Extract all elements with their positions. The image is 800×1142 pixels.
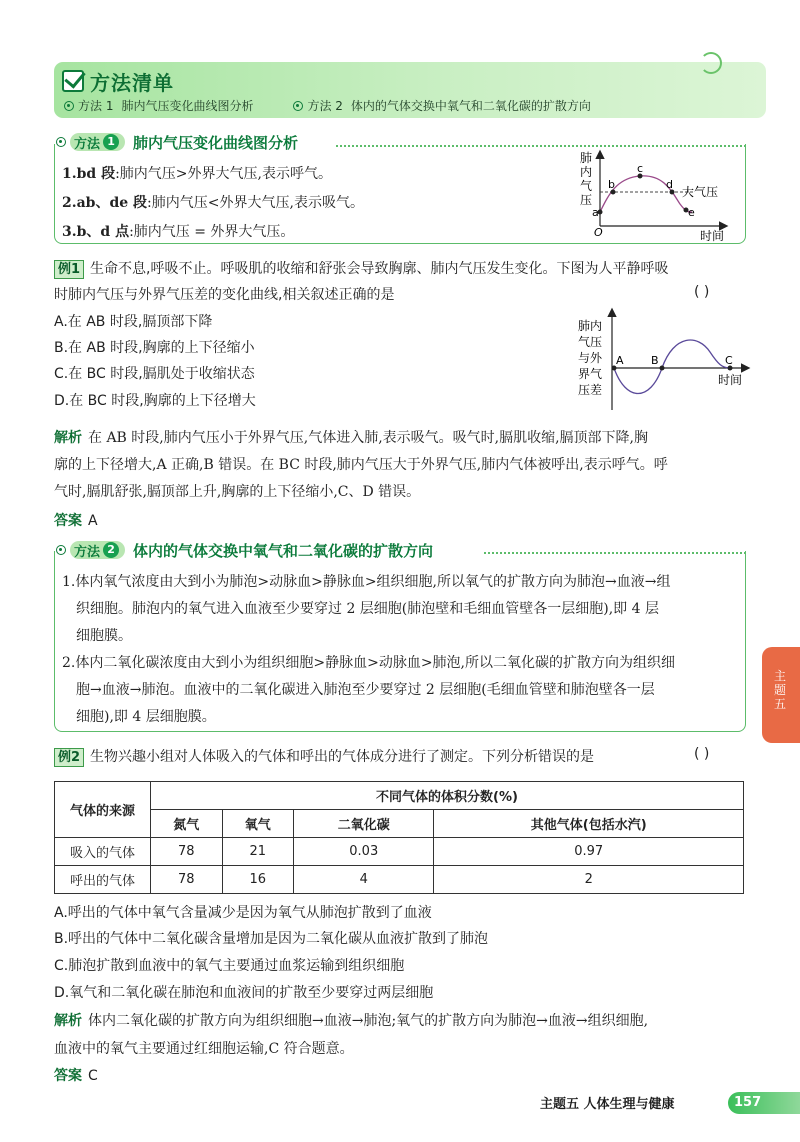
table-col-oxygen: 氧气 bbox=[222, 810, 294, 838]
theme-side-tab: 主题五 bbox=[762, 647, 800, 743]
example1-analysis-line-2: 廓的上下径增大,A 正确,B 错误。在 BC 时段,肺内气压大于外界气压,肺内气体被呼出,表示呼气。呼 bbox=[54, 457, 668, 473]
graph2-point-b bbox=[660, 366, 665, 371]
graph1-x-label: 时间 bbox=[700, 229, 725, 242]
example2-label: 例2 bbox=[54, 748, 84, 767]
table-row bbox=[55, 838, 744, 866]
graph1-origin-label: O bbox=[594, 226, 603, 239]
method2-line-3: 细胞膜。 bbox=[76, 628, 132, 644]
example1-option-c: C.在 BC 时段,膈肌处于收缩状态 bbox=[54, 366, 255, 382]
method1-title: 肺内气压变化曲线图分析 bbox=[133, 133, 299, 152]
table-row-header: 气体的来源 bbox=[55, 782, 151, 838]
table-column-row bbox=[55, 810, 744, 838]
example2-answer-paren: ( ) bbox=[694, 746, 710, 762]
checkbox-icon bbox=[62, 70, 84, 92]
example2-option-c: C.肺泡扩散到血液中的氧气主要通过血浆运输到组织细胞 bbox=[54, 958, 405, 974]
example2-answer-label: 答案 bbox=[54, 1068, 82, 1084]
lung-pressure-graph bbox=[576, 146, 736, 242]
banner-method-list bbox=[64, 97, 631, 114]
example1-option-d: D.在 BC 时段,胸廓的上下径增大 bbox=[54, 393, 256, 409]
table-col-co2: 二氧化碳 bbox=[294, 810, 434, 838]
method1-line-3: 3.b、d 点:肺内气压 = 外界大气压。 bbox=[62, 224, 295, 240]
graph1-y-label-4: 压 bbox=[580, 193, 593, 207]
table-cell: 4 bbox=[294, 866, 434, 894]
table-cell: 21 bbox=[222, 838, 294, 866]
graph1-label-a: a bbox=[592, 206, 599, 219]
method1-line-2: 2.ab、de 段:肺内气压<外界大气压,表示吸气。 bbox=[62, 195, 364, 211]
graph2-y-label-1: 肺内 bbox=[578, 319, 603, 333]
table-row bbox=[55, 866, 744, 894]
method2-line-2: 织细胞。肺泡内的氧气进入血液至少要穿过 2 层细胞(肺泡壁和毛细血管壁各一层细胞),即 4 层 bbox=[76, 601, 659, 617]
graph2-y-label-4: 界气 bbox=[578, 367, 603, 381]
example1-answer-paren: ( ) bbox=[694, 284, 710, 300]
example2-analysis-line-1: 解析 体内二氧化碳的扩散方向为组织细胞→血液→肺泡;氧气的扩散方向为肺泡→血液→组织细胞, bbox=[54, 1013, 649, 1029]
gas-composition-table bbox=[54, 781, 744, 894]
table-cell: 2 bbox=[434, 866, 744, 894]
example2-option-a: A.呼出的气体中氧气含量减少是因为氧气从肺泡扩散到了血液 bbox=[54, 905, 432, 921]
graph1-y-label-3: 气 bbox=[580, 179, 593, 193]
example1-option-a: A.在 AB 时段,膈顶部下降 bbox=[54, 314, 213, 330]
graph1-y-label-2: 内 bbox=[580, 165, 593, 179]
graph2-x-label: 时间 bbox=[718, 373, 743, 387]
method2-line-1: 1.体内氧气浓度由大到小为肺泡>动脉血>静脉血>组织细胞,所以氧气的扩散方向为肺泡→血液→组 bbox=[62, 574, 671, 590]
example1-label: 例1 bbox=[54, 260, 84, 279]
table-cell: 0.03 bbox=[294, 838, 434, 866]
graph2-y-label-3: 与外 bbox=[578, 351, 603, 365]
method2-pill: 方法 2 bbox=[70, 541, 125, 559]
table-header-row bbox=[55, 782, 744, 810]
table-cell: 吸入的气体 bbox=[55, 838, 151, 866]
example2-option-b: B.呼出的气体中二氧化碳含量增加是因为二氧化碳从血液扩散到了肺泡 bbox=[54, 931, 489, 947]
example1-question-line-2: 时肺内气压与外界气压差的变化曲线,相关叙述正确的是 bbox=[54, 287, 395, 303]
graph2-y-label-2: 气压 bbox=[578, 335, 603, 349]
example1-question-line-1: 例1 生命不息,呼吸不止。呼吸肌的收缩和舒张会导致胸廓、肺内气压发生变化。下图为人平静呼吸 bbox=[54, 258, 669, 279]
method2-line-4: 2.体内二氧化碳浓度由大到小为组织细胞>静脉血>动脉血>肺泡,所以二氧化碳的扩散方向为组织细 bbox=[62, 655, 675, 671]
example1-analysis-line-3: 气时,膈肌舒张,膈顶部上升,胸廓的上下径缩小,C、D 错误。 bbox=[54, 484, 421, 500]
method2-line-6: 细胞),即 4 层细胞膜。 bbox=[76, 709, 216, 725]
example2-analysis-label: 解析 bbox=[54, 1013, 82, 1029]
graph2-label-c: C bbox=[725, 354, 733, 367]
table-col-nitrogen: 氮气 bbox=[151, 810, 223, 838]
table-col-other: 其他气体(包括水汽) bbox=[434, 810, 744, 838]
example1-analysis-label: 解析 bbox=[54, 430, 82, 446]
table-group-header: 不同气体的体积分数(%) bbox=[151, 782, 744, 810]
table-cell: 16 bbox=[222, 866, 294, 894]
swirl-decoration-icon bbox=[700, 52, 722, 74]
table-cell: 78 bbox=[151, 866, 223, 894]
example2-analysis-line-2: 血液中的氧气主要通过红细胞运输,C 符合题意。 bbox=[54, 1041, 354, 1057]
footer-title: 主题五 人体生理与健康 bbox=[540, 1097, 675, 1112]
pressure-difference-graph bbox=[576, 306, 752, 414]
banner-title: 方法清单 bbox=[90, 70, 174, 95]
bullet-icon bbox=[64, 101, 74, 111]
bullet-icon bbox=[293, 101, 303, 111]
graph1-atmospheric-label: 大气压 bbox=[682, 185, 719, 199]
example2-answer: 答案 C bbox=[54, 1068, 98, 1084]
example1-answer: 答案 A bbox=[54, 513, 98, 529]
example1-option-b: B.在 AB 时段,胸廓的上下径缩小 bbox=[54, 340, 255, 356]
page-number: 157 bbox=[734, 1095, 762, 1110]
table-cell: 0.97 bbox=[434, 838, 744, 866]
graph1-label-c: c bbox=[637, 162, 644, 175]
graph1-y-label-1: 肺 bbox=[580, 151, 593, 165]
method2-title: 体内的气体交换中氧气和二氧化碳的扩散方向 bbox=[133, 541, 434, 560]
banner-method-2: 方法 2 体内的气体交换中氧气和二氧化碳的扩散方向 bbox=[293, 97, 590, 114]
graph2-y-label-5: 压差 bbox=[578, 383, 603, 397]
graph2-label-a: A bbox=[616, 354, 624, 367]
graph1-label-e: e bbox=[688, 206, 695, 219]
graph2-label-b: B bbox=[651, 354, 659, 367]
method1-line-1: 1.bd 段:肺内气压>外界大气压,表示呼气。 bbox=[62, 166, 332, 182]
method1-pill: 方法 1 bbox=[70, 133, 125, 151]
graph1-label-d: d bbox=[666, 178, 673, 191]
table-cell: 78 bbox=[151, 838, 223, 866]
example2-question: 例2 生物兴趣小组对人体吸入的气体和呼出的气体成分进行了测定。下列分析错误的是 bbox=[54, 746, 594, 767]
banner-title-row bbox=[62, 68, 174, 94]
example1-answer-label: 答案 bbox=[54, 513, 82, 529]
banner-method-1: 方法 1 肺内气压变化曲线图分析 bbox=[64, 97, 253, 114]
graph1-label-b: b bbox=[608, 178, 615, 191]
method2-line-5: 胞→血液→肺泡。血液中的二氧化碳进入肺泡至少要穿过 2 层细胞(毛细血管壁和肺泡壁各一层 bbox=[76, 682, 655, 698]
graph2-curve bbox=[614, 340, 730, 393]
example2-option-d: D.氧气和二氧化碳在肺泡和血液间的扩散至少要穿过两层细胞 bbox=[54, 985, 434, 1001]
table-cell: 呼出的气体 bbox=[55, 866, 151, 894]
example1-analysis-line-1: 解析 在 AB 时段,肺内气压小于外界气压,气体进入肺,表示吸气。吸气时,膈肌收缩,膈顶部下降,胸 bbox=[54, 430, 648, 446]
